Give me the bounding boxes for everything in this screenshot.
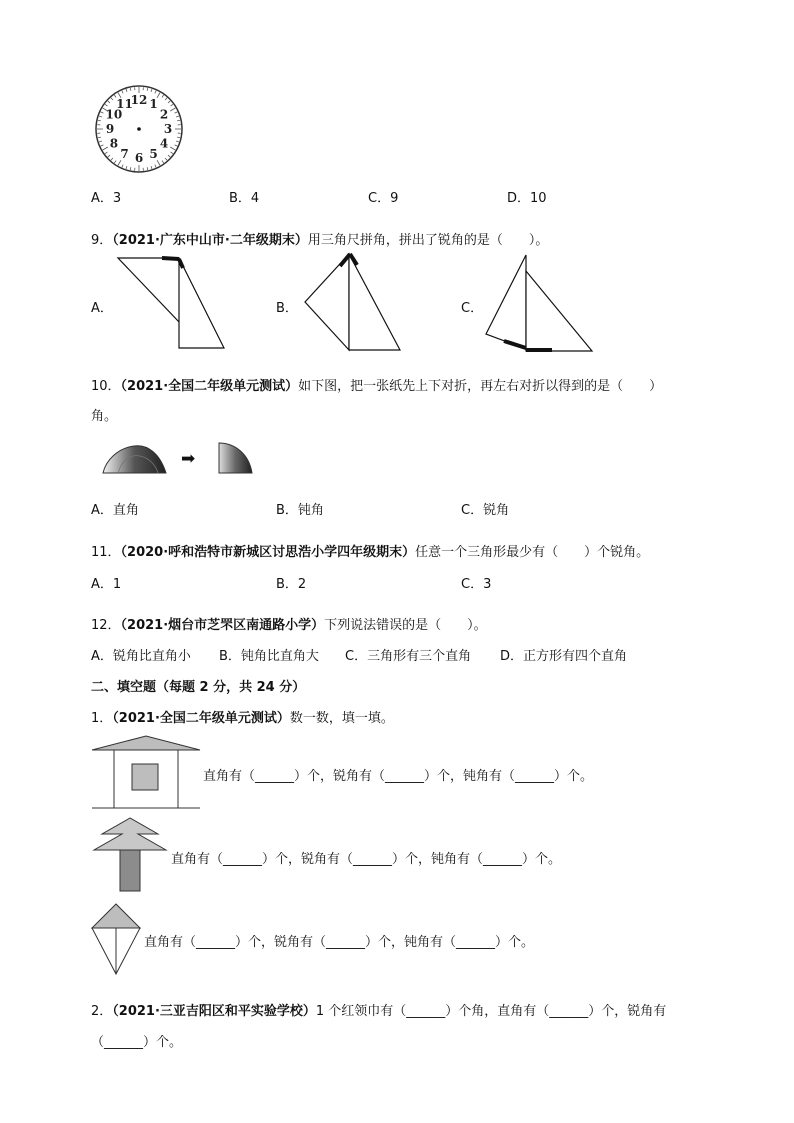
fill2-stem-line1 (91, 1000, 666, 1019)
fill1-source: （2021·全国二年级单元测试） (112, 711, 290, 726)
q11-option-b[interactable]: B．2 (276, 577, 307, 592)
q10-option-c[interactable]: C．锐角 (461, 503, 510, 518)
q11-text: 任意一个三角形最少有（ ）个锐角。 (415, 545, 650, 560)
fill2-text[interactable]: 1 个红领巾有（______）个角，直角有（______）个，锐角有 (315, 1004, 667, 1019)
kite-figure (90, 902, 145, 977)
q11-source: （2020·呼和浩特市新城区讨思浩小学四年级期末） (120, 545, 416, 560)
q11-option-a[interactable]: A．1 (91, 577, 122, 592)
q10-stem-line2: 角。 (91, 409, 118, 424)
clock-numeral: 1 (149, 96, 158, 111)
fill1-tree-answer[interactable]: 直角有（______）个，锐角有（______）个，钝角有（______）个。 (171, 852, 562, 867)
clock-numeral: 3 (163, 122, 173, 136)
fill1-house-answer[interactable]: 直角有（______）个，锐角有（______）个，钝角有（______）个。 (203, 769, 594, 784)
house-figure (90, 734, 205, 812)
q12-text: 下列说法错误的是（ ）。 (324, 618, 487, 633)
q11-option-c[interactable]: C．3 (461, 577, 492, 592)
q12-stem (91, 614, 487, 633)
q12-option-d[interactable]: D．正方形有四个直角 (500, 649, 628, 664)
q9-text: 用三角尺拼角，拼出了锐角的是（ ）。 (307, 233, 549, 248)
q9-stem (91, 229, 548, 248)
fill2-source: （2021·三亚吉阳区和平实验学校） (112, 1004, 316, 1019)
clock-numeral: 2 (159, 107, 169, 122)
fill1-number: 1． (91, 711, 113, 726)
q10-quarter-fold-figure (217, 440, 257, 476)
fill1-stem (91, 707, 394, 726)
clock-figure (92, 85, 186, 179)
q9-figure-a (114, 255, 229, 355)
q10-text: 如下图，把一张纸先上下对折，再左右对折以得到的是（ ） (298, 379, 663, 394)
fill2-stem-line2[interactable]: （______）个。 (91, 1035, 183, 1050)
clock-center (137, 127, 141, 131)
q8-option-b[interactable]: B．4 (229, 191, 260, 206)
q11-number: 11． (91, 545, 121, 560)
clock-numeral: 11 (116, 96, 133, 111)
q10-number: 10． (91, 379, 121, 394)
fill1-kite-answer[interactable]: 直角有（______）个，锐角有（______）个，钝角有（______）个。 (144, 935, 535, 950)
q9-number: 9． (91, 233, 113, 248)
clock-numeral: 4 (159, 136, 169, 151)
fill2-number: 2． (91, 1004, 113, 1019)
q9-label-b[interactable]: B． (276, 301, 298, 316)
q8-option-c[interactable]: C．9 (368, 191, 399, 206)
q9-source: （2021·广东中山市·二年级期末） (112, 233, 308, 248)
q8-option-d[interactable]: D．10 (507, 191, 547, 206)
q12-number: 12． (91, 618, 121, 633)
tree-figure (90, 816, 175, 894)
q8-option-a[interactable]: A．3 (91, 191, 122, 206)
clock-numeral: 9 (105, 122, 115, 136)
q11-stem (91, 541, 649, 560)
q10-option-a[interactable]: A．直角 (91, 503, 139, 518)
clock-numeral: 8 (109, 136, 119, 151)
q10-arrow-icon: ➡ (181, 449, 196, 469)
q12-option-a[interactable]: A．锐角比直角小 (91, 649, 191, 664)
section-heading: 二、填空题（每题 2 分，共 24 分） (91, 680, 306, 695)
fill1-text: 数一数，填一填。 (289, 711, 394, 726)
clock-numeral: 6 (134, 151, 144, 165)
clock-numeral: 7 (120, 147, 129, 162)
clock-numeral: 12 (130, 93, 148, 107)
q9-figure-c (482, 251, 597, 356)
q12-option-c[interactable]: C．三角形有三个直角 (345, 649, 472, 664)
q10-stem-line1 (91, 375, 662, 394)
q10-option-b[interactable]: B．钝角 (276, 503, 324, 518)
q12-option-b[interactable]: B．钝角比直角大 (219, 649, 319, 664)
clock-numeral: 10 (105, 107, 123, 122)
q12-source: （2021·烟台市芝罘区南通路小学） (120, 618, 325, 633)
q9-label-c[interactable]: C． (461, 301, 484, 316)
q10-folded-paper-figure (100, 440, 170, 476)
q10-source: （2021·全国二年级单元测试） (120, 379, 299, 394)
q9-figure-b (300, 250, 405, 355)
q9-label-a[interactable]: A． (91, 301, 113, 316)
clock-numeral: 5 (149, 147, 158, 162)
